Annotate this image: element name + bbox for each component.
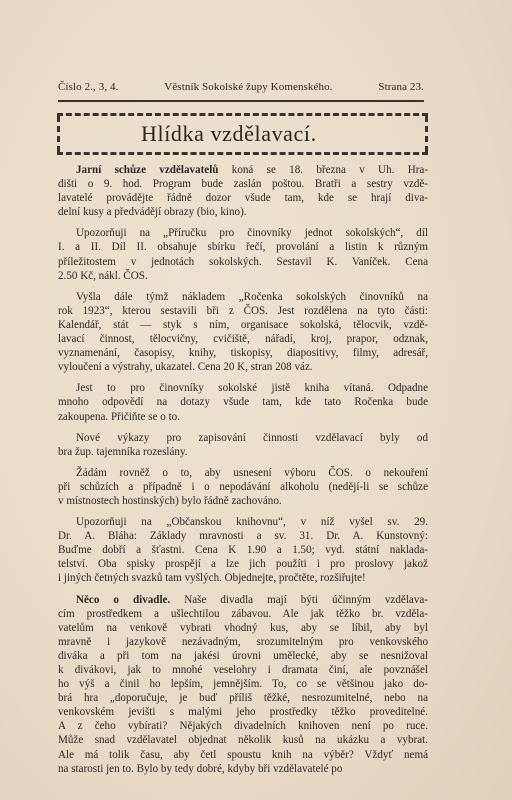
text-line xyxy=(58,332,428,346)
paragraph xyxy=(58,290,428,375)
line-text: Jest to pro činovníky sokolské jistě kniha vítaná. Odpadne xyxy=(76,382,428,395)
paragraph xyxy=(58,163,428,219)
line-text: k divákovi, jak to mnohé veselohry i dramata činí, ale povznášel xyxy=(58,664,428,676)
text-line xyxy=(58,515,428,529)
line-text: Upozorňuji na „Občanskou knihovnu“, v níž vyšel sv. 29. xyxy=(76,516,428,529)
issue-number: Číslo 2., 3, 4. xyxy=(58,81,119,93)
line-text: ho výš a činil ho lepším, jemnějším. To, co se většinou jako do- xyxy=(58,678,428,691)
frame-left-border xyxy=(57,116,60,152)
line-text: Může snad vzdělavatel objednat několik kusů na ukázku a vybrat. xyxy=(58,734,428,747)
line-text: koná se 18. března v Uh. Hra- xyxy=(231,164,429,176)
frame-right-border xyxy=(425,116,428,152)
journal-title: Věstník Sokolské župy Komenského. xyxy=(164,81,333,93)
line-text: mravně i jazykově nezávadným, srozumitelným pro venkovského xyxy=(58,635,428,648)
text-line xyxy=(58,205,428,219)
text-line xyxy=(58,360,428,374)
text-line xyxy=(58,663,428,677)
text-line xyxy=(58,395,428,409)
line-text: Naše divadla mají býti účinným vzdělava- xyxy=(184,593,428,606)
line-text: lavatelé provádějte řádně dozor všude tam, kde se hrají diva- xyxy=(58,192,428,205)
paragraph xyxy=(58,381,428,423)
line-text: diváka a při tom na jakési úrovni umělecké, aby se nesnižoval xyxy=(58,649,428,662)
line-text: lavací činnost, tělocvičny, cvičiště, nářadí, kroj, prapor, odznak, xyxy=(58,333,428,346)
text-line xyxy=(58,733,428,747)
line-text: A z čeho vybírati? Nějakých divadelních knihoven není po ruce. xyxy=(58,720,428,733)
line-text: bra žup. tajemníka rozeslány. xyxy=(58,445,188,458)
text-line xyxy=(58,543,428,557)
text-line xyxy=(58,466,428,480)
text-line xyxy=(58,494,428,508)
text-line xyxy=(58,240,428,254)
text-line xyxy=(58,445,428,459)
line-text: delní kusy a předvádějí obrazy (bio, kino). xyxy=(58,206,247,219)
paragraph-lead: Něco o divadle. xyxy=(76,593,171,606)
line-text: brá hra „doporučuje, je buď příliš těžké, nesrozumitelné, nebo na xyxy=(58,692,428,705)
page-number: Strana 23. xyxy=(378,81,424,93)
text-line xyxy=(58,529,428,543)
line-text: v místnostech hostinských) bylo řádně zachováno. xyxy=(58,494,282,507)
text-line xyxy=(58,255,428,269)
line-text: 2.50 Kč, nákl. ČOS. xyxy=(58,269,148,282)
paragraph xyxy=(58,515,428,585)
text-line xyxy=(58,304,428,318)
text-line xyxy=(58,607,428,621)
text-line xyxy=(58,177,428,191)
text-line xyxy=(58,226,428,240)
text-line xyxy=(58,571,428,585)
article-body xyxy=(58,163,428,783)
text-line xyxy=(58,677,428,691)
line-text: cím prostředkem a ušlechtilou zábavou. Ale jak těžko br. vzděla- xyxy=(58,607,428,620)
line-text: příležitostem v jednotách sokolských. Sestavil K. Vaníček. Cena xyxy=(58,255,428,268)
text-line xyxy=(58,290,428,304)
line-text: I. a II. Díl II. obsahuje sbírku řečí, provolání a listin k různým xyxy=(58,241,428,254)
running-head xyxy=(58,81,424,93)
line-text: rok 1923“, kterou sestavili bři z ČOS. Jest rozdělena na tyto části: xyxy=(58,304,428,317)
line-text: Dr. A. Bláha: Základy mravnosti a sv. 31. Dr. A. Kunstovný: xyxy=(58,530,428,543)
text-line xyxy=(58,269,428,283)
line-text: Ale má tolik času, aby četl spoustu knih na výběr? Vždyť nemá xyxy=(58,748,428,761)
text-line xyxy=(58,691,428,705)
paragraph xyxy=(58,593,428,776)
line-text: mnoho odpovědí na dotazy všude tam, kde tato Ročenka bude xyxy=(58,396,428,409)
paragraph xyxy=(58,226,428,282)
text-line xyxy=(58,719,428,733)
text-line xyxy=(58,163,428,177)
text-line xyxy=(58,557,428,571)
text-line xyxy=(58,649,428,663)
text-line xyxy=(58,410,428,424)
text-line xyxy=(58,621,428,635)
section-title-frame xyxy=(57,113,428,155)
line-text: Buďme dobří a šťastni. Cena K 1.90 a 1.50; vyd. státní naklada- xyxy=(58,544,428,557)
line-text: Žádám rovněž o to, aby usnesení výboru ČOS. o nekouření xyxy=(76,466,428,479)
text-line xyxy=(58,705,428,719)
line-text: Upozorňuji na „Příručku pro činovníky jednot sokolských“, díl xyxy=(76,227,428,240)
line-text: Kalendář, stát — styk s ním, organisace sokolská, tělocvik, vzdě- xyxy=(58,318,428,331)
text-line xyxy=(58,318,428,332)
line-text: dišti o 9. hod. Program bude zaslán poštou. Bratři a sestry vzdě- xyxy=(58,178,428,191)
paragraph xyxy=(58,431,428,459)
text-line xyxy=(58,748,428,762)
line-text: i jiných četných svazků tam vyšlých. Objednejte, pročtěte, rozšiřujte! xyxy=(58,572,366,585)
line-text: venkovském jevišti s malými jeho prostředky těžko proveditelné. xyxy=(58,706,428,719)
text-line xyxy=(58,431,428,445)
paragraph xyxy=(58,466,428,508)
line-text: Nové výkazy pro zapisování činnosti vzdělavací byly od xyxy=(76,431,428,444)
header-rule xyxy=(58,100,424,102)
text-line xyxy=(58,191,428,205)
line-text: vyznamenání, časopisy, knihy, tiskopisy, diapositivy, filmy, adresář, xyxy=(58,347,428,360)
text-line xyxy=(58,480,428,494)
line-text: zakoupena. Přičiňte se o to. xyxy=(58,410,180,423)
line-text: při schůzích a případně i o nepodávání alkoholu (nedějí-li se schůze xyxy=(58,480,428,493)
line-text: vyloučení a výstrahy, ukazatel. Cena 20 K, stran 208 váz. xyxy=(58,361,313,374)
line-text: telství. Oba spisky prospějí a lze jich použíti i pro proslovy jakož xyxy=(58,558,428,571)
paragraph-lead: Jarní schůze vzdělavatelů xyxy=(76,164,219,176)
line-text: Vyšla dále týmž nákladem „Ročenka sokolských činovníků na xyxy=(76,290,428,303)
text-line xyxy=(58,762,428,776)
text-line xyxy=(58,635,428,649)
text-line xyxy=(58,381,428,395)
text-line xyxy=(58,593,428,607)
section-title: Hlídka vzdělavací. xyxy=(141,121,317,146)
line-text: vatelům na venkově vybrati vhodný kus, aby se líbil, aby byl xyxy=(58,621,428,634)
text-line xyxy=(58,346,428,360)
line-text: na starosti jen to. Bylo by tedy dobré, kdyby bři vzdělavatelé po xyxy=(58,762,343,775)
